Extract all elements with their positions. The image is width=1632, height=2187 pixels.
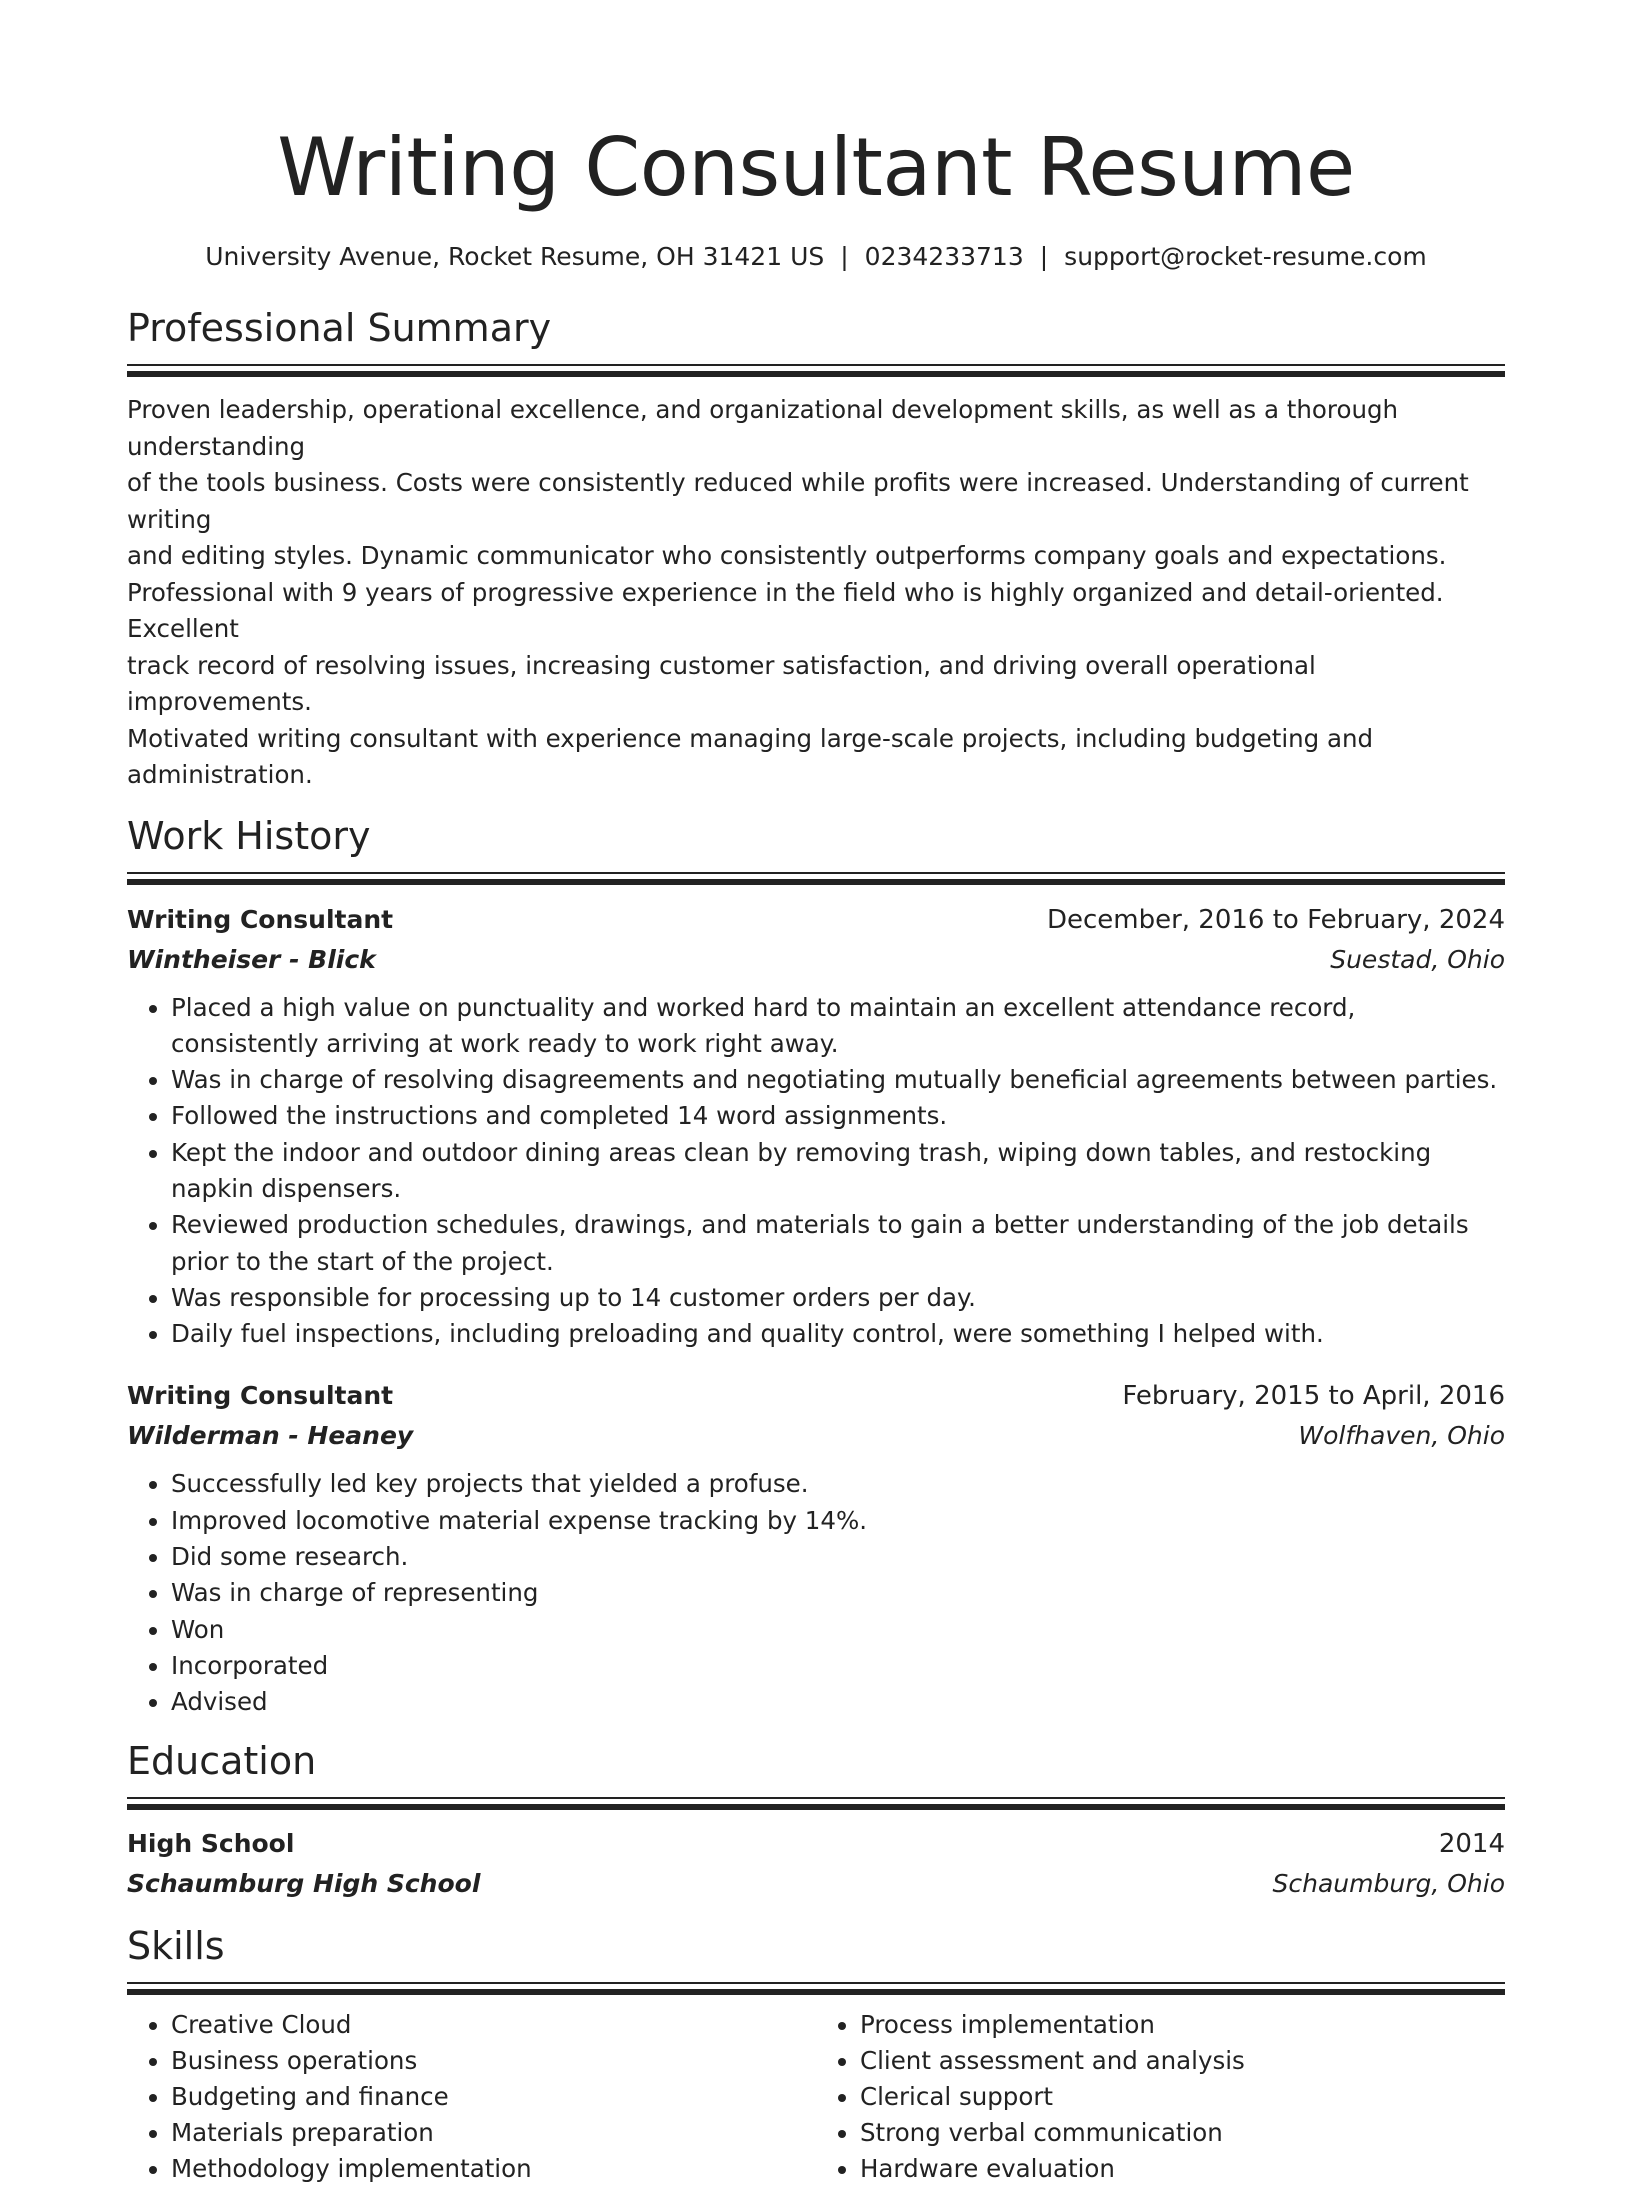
- skills-section: [127, 1922, 1505, 2187]
- education-entry: [127, 1824, 1505, 1904]
- section-heading-summary: Professional Summary: [127, 306, 552, 350]
- section-divider: [127, 1982, 1505, 1995]
- job-title: Writing Consultant: [127, 1381, 394, 1411]
- job-bullet: • Daily fuel inspections, including preloading and quality control, were something I helped with.: [171, 1316, 1505, 1352]
- job-company: Wintheiser - Blick: [127, 944, 376, 974]
- summary-line: Motivated writing consultant with experience managing large-scale projects, including budgeting and administration.: [127, 723, 1374, 789]
- contact-email: support@rocket-resume.com: [1064, 242, 1427, 271]
- job-bullet: • Advised: [171, 1684, 1505, 1720]
- job-bullet: • Successfully led key projects that yielded a profuse.: [171, 1466, 1505, 1502]
- job-bullet: • Was responsible for processing up to 14 customer orders per day.: [171, 1280, 1505, 1316]
- job-bullet: • Improved locomotive material expense tracking by 14%.: [171, 1503, 1505, 1539]
- skill-item: • Budgeting and finance: [171, 2079, 816, 2115]
- contact-phone: 0234233713: [864, 242, 1024, 271]
- skills-column-left: [127, 2007, 816, 2187]
- job-bullets: [127, 1466, 1505, 1720]
- summary-text: [127, 392, 1505, 794]
- job-bullet: • Reviewed production schedules, drawings, and materials to gain a better understanding of the job details prior to the start of the project.: [171, 1207, 1505, 1280]
- skill-item: • Creative Cloud: [171, 2007, 816, 2043]
- contact-separator: |: [840, 242, 849, 271]
- job-company: Wilderman - Heaney: [127, 1421, 414, 1451]
- skill-item: • Business operations: [171, 2043, 816, 2079]
- work-section: [127, 812, 1505, 1721]
- job-bullet: • Incorporated: [171, 1648, 1505, 1684]
- skill-item: • Materials preparation: [171, 2115, 816, 2151]
- job-bullets: [127, 990, 1505, 1353]
- skill-item: • Hardware evaluation: [860, 2151, 1505, 2187]
- summary-line: of the tools business. Costs were consistently reduced while profits were increased. Understanding of current writing: [127, 468, 1469, 534]
- section-divider: [127, 872, 1505, 885]
- contact-line: [127, 240, 1505, 274]
- education-section: [127, 1737, 1505, 1904]
- section-heading-skills: Skills: [127, 1923, 225, 1968]
- skills-column-right: [816, 2007, 1505, 2187]
- job-bullet: • Did some research.: [171, 1539, 1505, 1575]
- summary-section: [127, 304, 1505, 794]
- section-divider: [127, 1797, 1505, 1810]
- summary-line: track record of resolving issues, increasing customer satisfaction, and driving overall operational improvements.: [127, 650, 1316, 716]
- education-year: 2014: [1438, 1828, 1505, 1859]
- job-bullet: • Followed the instructions and completed 14 word assignments.: [171, 1098, 1505, 1134]
- education-degree: High School: [127, 1828, 295, 1858]
- section-heading-education: Education: [127, 1738, 317, 1783]
- job-bullet: • Was in charge of resolving disagreements and negotiating mutually beneficial agreements between parties.: [171, 1062, 1505, 1098]
- job-dates: December, 2016 to February, 2024: [1046, 904, 1505, 935]
- skill-item: • Process implementation: [860, 2007, 1505, 2043]
- skill-item: • Client assessment and analysis: [860, 2043, 1505, 2079]
- job-bullet: • Won: [171, 1612, 1505, 1648]
- job-dates: February, 2015 to April, 2016: [1122, 1381, 1505, 1412]
- job-bullet: • Placed a high value on punctuality and worked hard to maintain an excellent attendance record, consistently arriving at work ready to work right away.: [171, 990, 1505, 1063]
- job-bullet: • Kept the indoor and outdoor dining areas clean by removing trash, wiping down tables, and restocking napkin dispensers.: [171, 1135, 1505, 1208]
- summary-line: Proven leadership, operational excellence, and organizational development skills, as well as a thorough understanding: [127, 395, 1399, 461]
- skill-item: • Clerical support: [860, 2079, 1505, 2115]
- skills-list: [127, 2007, 1505, 2187]
- job-entry: [127, 1376, 1505, 1720]
- job-bullet: • Was in charge of representing: [171, 1575, 1505, 1611]
- job-location: Suestad, Ohio: [1330, 944, 1505, 974]
- section-divider: [127, 364, 1505, 377]
- skill-item: • Strong verbal communication: [860, 2115, 1505, 2151]
- summary-line: Professional with 9 years of progressive experience in the field who is highly organized and detail-oriented. Excellent: [127, 577, 1444, 643]
- education-school: Schaumburg High School: [127, 1868, 481, 1898]
- skill-item: • Methodology implementation: [171, 2151, 816, 2187]
- contact-address: University Avenue, Rocket Resume, OH 31421 US: [205, 242, 825, 271]
- resume-title: Writing Consultant Resume: [277, 121, 1355, 214]
- job-title: Writing Consultant: [127, 904, 394, 934]
- job-location: Wolfhaven, Ohio: [1298, 1421, 1505, 1451]
- job-entry: [127, 900, 1505, 1353]
- education-location: Schaumburg, Ohio: [1272, 1868, 1505, 1898]
- summary-line: and editing styles. Dynamic communicator who consistently outperforms company goals and expectations.: [127, 541, 1447, 570]
- section-heading-work: Work History: [127, 813, 371, 858]
- contact-separator: |: [1039, 242, 1049, 271]
